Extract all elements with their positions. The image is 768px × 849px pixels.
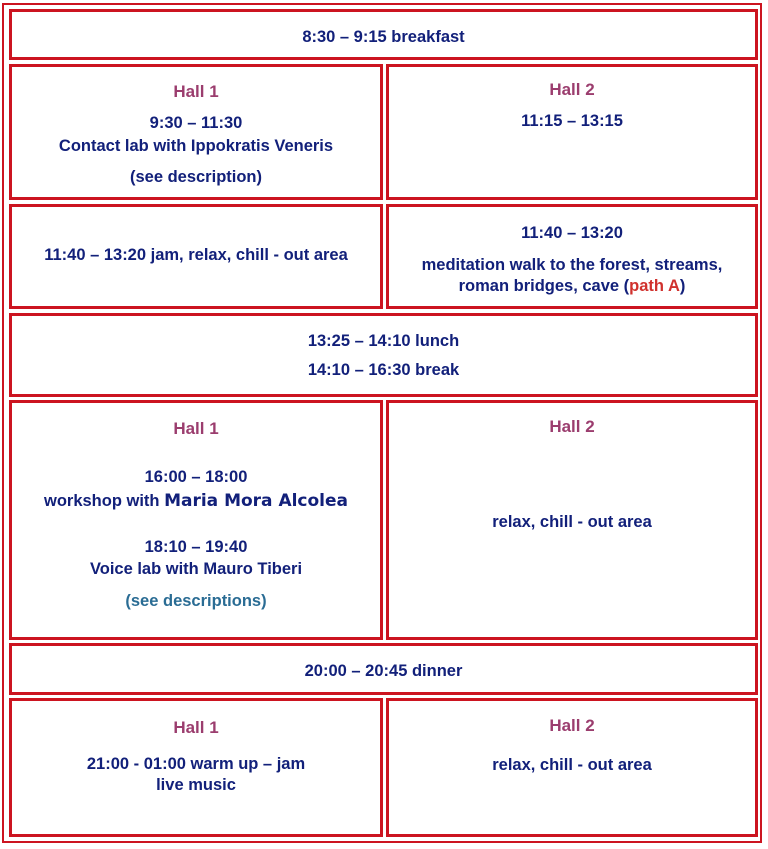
workshop-title: [12, 490, 380, 512]
path-a-link[interactable]: path A: [629, 277, 680, 295]
session-time: 11:40 – 13:20: [521, 224, 623, 242]
jam-area-cell: [9, 204, 383, 309]
meditation-walk-cell: [386, 204, 758, 309]
workshop-title-prefix: workshop with: [43, 492, 165, 510]
relax-text: relax, chill - out area: [492, 513, 652, 531]
voice-lab-time: 18:10 – 19:40: [144, 538, 248, 556]
session-hall1-afternoon: [9, 400, 383, 640]
workshop-time: 16:00 – 18:00: [144, 468, 248, 486]
walk-line-1: meditation walk to the forest, streams,: [421, 256, 723, 274]
jam-text: 11:40 – 13:20 jam, relax, chill - out area: [44, 246, 348, 264]
session-hall1-morning: [9, 64, 383, 200]
lunch-break-row: [9, 313, 758, 397]
walk-line-2-close: ): [679, 277, 686, 295]
warmup-line-1: 21:00 - 01:00 warm up – jam: [86, 755, 306, 773]
hall-label: Hall 2: [549, 417, 595, 436]
session-time: 9:30 – 11:30: [149, 114, 243, 132]
session-hall2-afternoon: [386, 400, 758, 640]
session-hall1-evening: [9, 698, 383, 837]
walk-line-2: [389, 275, 755, 297]
lunch-text: 13:25 – 14:10 lunch: [307, 332, 460, 350]
voice-lab-title: Voice lab with Mauro Tiberi: [89, 560, 303, 578]
hall-label: Hall 1: [173, 82, 219, 101]
see-descriptions-note: (see descriptions): [125, 592, 267, 610]
session-title: Contact lab with Ippokratis Veneris: [58, 137, 334, 155]
breakfast-row: [9, 9, 758, 60]
dinner-row: [9, 643, 758, 695]
see-description-note: (see description): [129, 168, 263, 186]
hall-label: Hall 1: [173, 419, 219, 438]
warmup-line-2: live music: [156, 776, 236, 794]
walk-line-2-text: roman bridges, cave (: [458, 277, 630, 295]
hall-label: Hall 2: [549, 716, 595, 735]
hall-label: Hall 1: [173, 718, 219, 737]
dinner-text: 20:00 – 20:45 dinner: [304, 662, 463, 680]
workshop-leader-name: Maria Mora Alcolea: [164, 491, 349, 511]
hall-label: Hall 2: [549, 80, 595, 99]
session-hall2-morning: [386, 64, 758, 200]
breakfast-text: 8:30 – 9:15 breakfast: [302, 28, 465, 46]
break-text: 14:10 – 16:30 break: [307, 361, 460, 379]
relax-text: relax, chill - out area: [492, 756, 652, 774]
session-hall2-evening: [386, 698, 758, 837]
session-time: 11:15 – 13:15: [521, 112, 623, 130]
